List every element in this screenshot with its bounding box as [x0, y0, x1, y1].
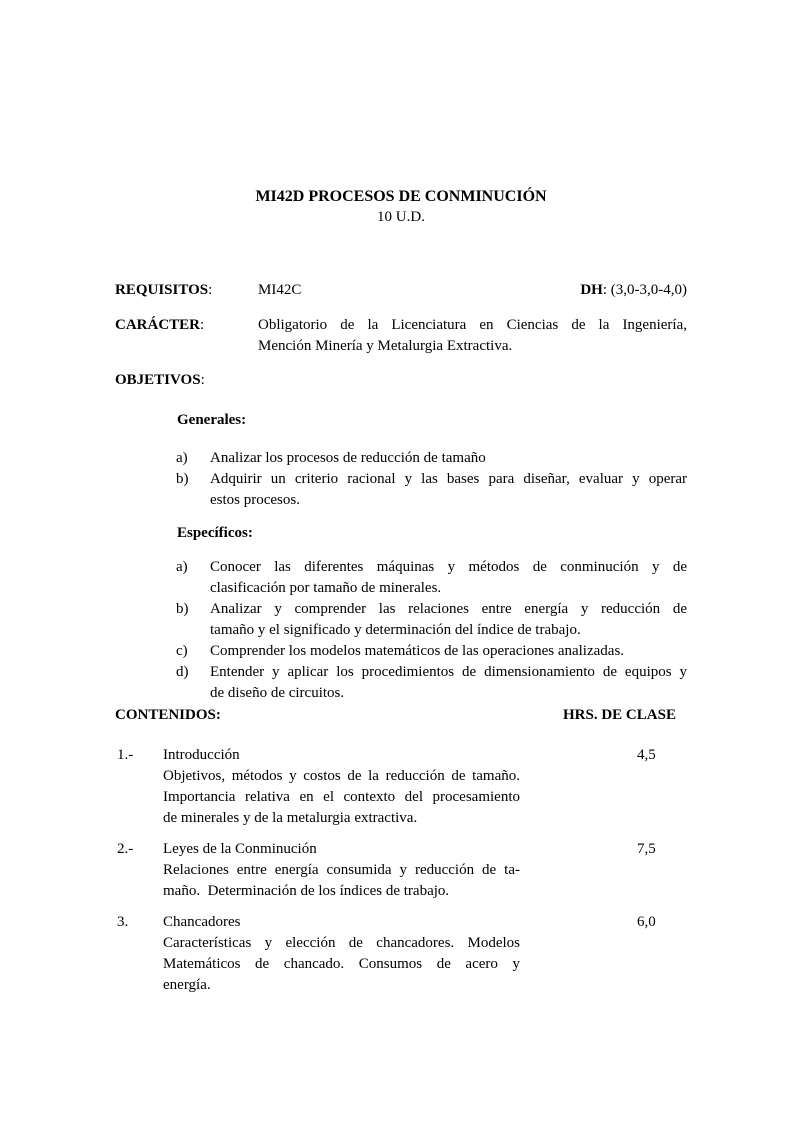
content-item-number: 1.-	[117, 747, 134, 763]
content-item-number: 3.	[117, 914, 129, 930]
text-line: Mención Minería y Metalurgia Extractiva.	[258, 338, 513, 354]
objective-item-text	[210, 641, 687, 662]
objective-item	[115, 599, 687, 641]
requisitos-label: REQUISITOS:	[115, 282, 213, 298]
content-item-hours: 7,5	[637, 841, 656, 857]
content-item-hours: 6,0	[637, 914, 656, 930]
content-item-title: Introducción	[163, 747, 240, 763]
caracter-row	[115, 315, 687, 354]
objective-item-marker: b)	[176, 601, 189, 617]
dh-value: DH: (3,0-3,0-4,0)	[580, 282, 687, 298]
objective-item-text	[210, 448, 687, 469]
text-line: Matemáticos de chancado. Consumos de acero y	[163, 956, 520, 972]
text-line: maño. Determinación de los índices de trabajo.	[163, 883, 450, 899]
text-line: Objetivos, métodos y costos de la reducción de tamaño.	[163, 768, 520, 784]
course-units: 10 U.D.	[377, 209, 425, 225]
text-line: energía.	[163, 977, 211, 993]
text-line: tamaño y el significado y determinación del índice de trabajo.	[210, 622, 581, 638]
text-line: estos procesos.	[210, 492, 300, 508]
content-item-body	[163, 745, 520, 829]
contenidos-header	[115, 705, 687, 726]
text-line: Analizar y comprender las relaciones entre energía y reducción de	[210, 601, 687, 617]
objetivos-label: OBJETIVOS:	[115, 372, 205, 388]
hours-header: HRS. DE CLASE	[563, 707, 676, 723]
text-line: Características y elección de chancadores. Modelos	[163, 935, 520, 951]
especificos-list	[115, 557, 687, 704]
text-line: Entender y aplicar los procedimientos de dimensionamiento de equipos y	[210, 664, 687, 680]
text-line: de minerales y de la metalurgia extractiva.	[163, 810, 418, 826]
course-title: MI42D PROCESOS DE CONMINUCIÓN	[255, 188, 547, 205]
objective-item-marker: b)	[176, 471, 189, 487]
objective-item-marker: a)	[176, 450, 188, 466]
objective-item-text	[210, 662, 687, 704]
objective-item	[115, 557, 687, 599]
content-item-title: Leyes de la Conminución	[163, 841, 317, 857]
objective-item-text	[210, 599, 687, 641]
objective-item-text	[210, 469, 687, 511]
content-item-title: Chancadores	[163, 914, 241, 930]
generales-list	[115, 448, 687, 511]
content-item-number: 2.-	[117, 841, 134, 857]
objective-item-marker: a)	[176, 559, 188, 575]
objective-item-marker: d)	[176, 664, 189, 680]
requisitos-value: MI42C	[258, 282, 302, 298]
caracter-text	[258, 315, 687, 357]
generales-heading: Generales:	[177, 412, 247, 428]
text-line: Comprender los modelos matemáticos de las operaciones analizadas.	[210, 643, 625, 659]
text-line: Obligatorio de la Licenciatura en Ciencias de la Ingeniería,	[258, 317, 687, 333]
objective-item	[115, 448, 687, 469]
contenidos-list	[115, 745, 687, 1006]
caracter-label: CARÁCTER:	[115, 317, 205, 333]
text-line: Relaciones entre energía consumida y reducción de ta-	[163, 862, 520, 878]
content-item-body	[163, 912, 520, 996]
content-item-hours: 4,5	[637, 747, 656, 763]
text-line: Adquirir un criterio racional y las bases para diseñar, evaluar y operar	[210, 471, 687, 487]
content-item-row	[115, 839, 687, 902]
content-item-row	[115, 912, 687, 996]
objective-item	[115, 662, 687, 704]
text-line: clasificación por tamaño de minerales.	[210, 580, 442, 596]
objective-item-text	[210, 557, 687, 599]
objective-item	[115, 641, 687, 662]
text-line: Importancia relativa en el contexto del procesamiento	[163, 789, 520, 805]
text-line: Conocer las diferentes máquinas y métodos de conminución y de	[210, 559, 687, 575]
especificos-heading: Específicos:	[177, 525, 253, 541]
objective-item	[115, 469, 687, 511]
text-line: de diseño de circuitos.	[210, 685, 345, 701]
content-item-body	[163, 839, 520, 902]
requisitos-row	[115, 280, 687, 301]
objective-item-marker: c)	[176, 643, 188, 659]
contenidos-label: CONTENIDOS:	[115, 707, 221, 723]
document-header	[115, 186, 687, 228]
content-item-row	[115, 745, 687, 829]
text-line: Analizar los procesos de reducción de tamaño	[210, 450, 486, 466]
